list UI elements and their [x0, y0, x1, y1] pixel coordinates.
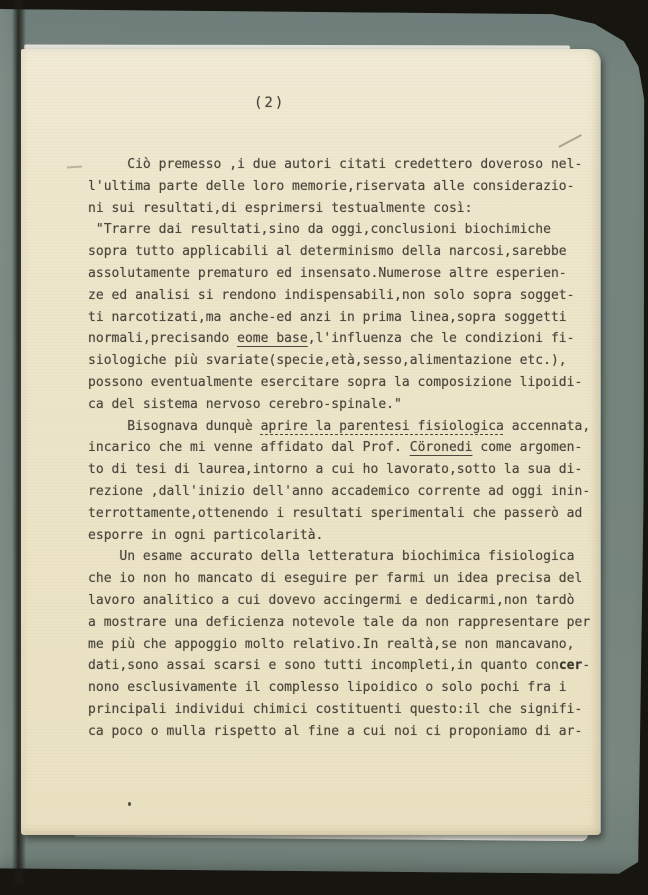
text-line — [88, 677, 600, 699]
text-line — [88, 307, 600, 329]
document-page — [21, 49, 600, 835]
text-segment: esporre in ogni particolarità. — [88, 527, 324, 543]
text-segment: "Trarre dai resultati,sino da oggi,conclusioni biochimiche — [88, 222, 551, 238]
text-line — [88, 416, 600, 438]
text-segment: - — [582, 658, 591, 674]
emphasized-text: cer — [558, 658, 583, 674]
text-line — [88, 285, 600, 307]
text-segment: principali individui chimici costituenti questo:il che signifi- — [88, 701, 583, 717]
text-segment: Bisognava dunquè — [88, 418, 261, 434]
text-segment: ca poco o mulla rispetto al fine a cui noi ci proponiamo di ar- — [88, 723, 583, 739]
text-line — [88, 350, 600, 372]
emphasized-text: eome base — [237, 331, 308, 347]
text-segment: a mostrare una deficienza notevole tale da non rappresentare per — [88, 614, 591, 630]
text-line — [88, 176, 600, 198]
page-number: (2) — [254, 95, 286, 111]
text-segment: to di tesi di laurea,intorno a cui ho lavorato,sotto la sua di- — [88, 462, 583, 478]
text-line — [88, 503, 600, 525]
text-segment: ,l'influenza che le condizioni fi- — [307, 331, 575, 347]
text-segment: siologiche più svariate(specie,età,sesso,alimentazione etc.), — [88, 353, 567, 369]
text-line — [88, 634, 600, 656]
text-segment: assolutamente prematuro ed insensato.Numerose altre esperien- — [88, 265, 567, 281]
text-segment: come argomen- — [472, 440, 583, 456]
text-segment: ca del sistema nervoso cerebro-spinale." — [88, 396, 402, 412]
text-line — [88, 546, 600, 568]
text-segment: Ciò premesso ,i due autori citati credettero doveroso nel- — [88, 157, 583, 172]
emphasized-text: Cöronedi — [409, 440, 473, 456]
stray-ink-mark — [67, 165, 82, 168]
text-segment: sopra tutto applicabili al determinismo della narcosi,sarebbe — [88, 244, 567, 260]
text-segment: nono esclusivamente il complesso lipoidico o solo pochi fra i — [88, 680, 567, 696]
typewritten-text — [88, 154, 600, 743]
text-line — [88, 568, 600, 590]
text-line — [88, 394, 600, 416]
text-line — [88, 198, 600, 220]
text-segment: incarico che mi venne affidato dal Prof. — [88, 440, 410, 456]
text-line — [88, 612, 600, 634]
text-segment: che io non ho mancato di eseguire per farmi un idea precisa del — [88, 571, 583, 587]
text-line — [88, 372, 600, 394]
text-line — [88, 263, 600, 285]
text-segment: Un esame accurato della letteratura biochimica fisiologica — [88, 549, 575, 565]
text-line — [88, 154, 600, 176]
text-line — [88, 699, 600, 721]
text-line — [88, 328, 600, 350]
text-line — [88, 459, 600, 481]
text-segment: dati,sono assai scarsi e sono tutti incompleti,in quanto con — [88, 658, 559, 674]
text-segment: ni sui resultati,di esprimersi testualmente così: — [88, 200, 473, 216]
text-segment: accennata, — [503, 418, 591, 434]
text-segment: me più che appoggio molto relativo.In realtà,se non mancavano, — [88, 636, 575, 652]
emphasized-text: aprire la parentesi fisiologica — [260, 418, 504, 434]
text-segment: possono eventualmente esercitare sopra la composizione lipoidi- — [88, 374, 583, 390]
text-line — [88, 437, 600, 459]
text-line — [88, 219, 600, 241]
text-segment: lavoro analitico a cui dovevo accingermi e dedicarmi,non tardò — [88, 592, 575, 608]
text-line — [88, 590, 600, 612]
text-segment: rezione ,dall'inizio dell'anno accademico corrente ad oggi inin- — [88, 483, 591, 499]
ink-speck — [128, 802, 131, 806]
text-segment: terrottamente,ottenendo i resultati sperimentali che passerò ad — [88, 505, 583, 521]
text-line — [88, 241, 600, 263]
text-line — [88, 655, 600, 677]
text-segment: ze ed analisi si rendono indispensabili,non solo sopra sogget- — [88, 287, 575, 303]
text-segment: ti narcotizati,ma anche-ed anzi in prima linea,sopra soggetti — [88, 309, 567, 325]
text-line — [88, 525, 600, 547]
text-line — [88, 481, 600, 503]
text-segment: l'ultima parte delle loro memorie,riservata alle considerazio- — [88, 178, 575, 194]
text-line — [88, 721, 600, 743]
text-segment: normali,precisando — [88, 331, 238, 347]
